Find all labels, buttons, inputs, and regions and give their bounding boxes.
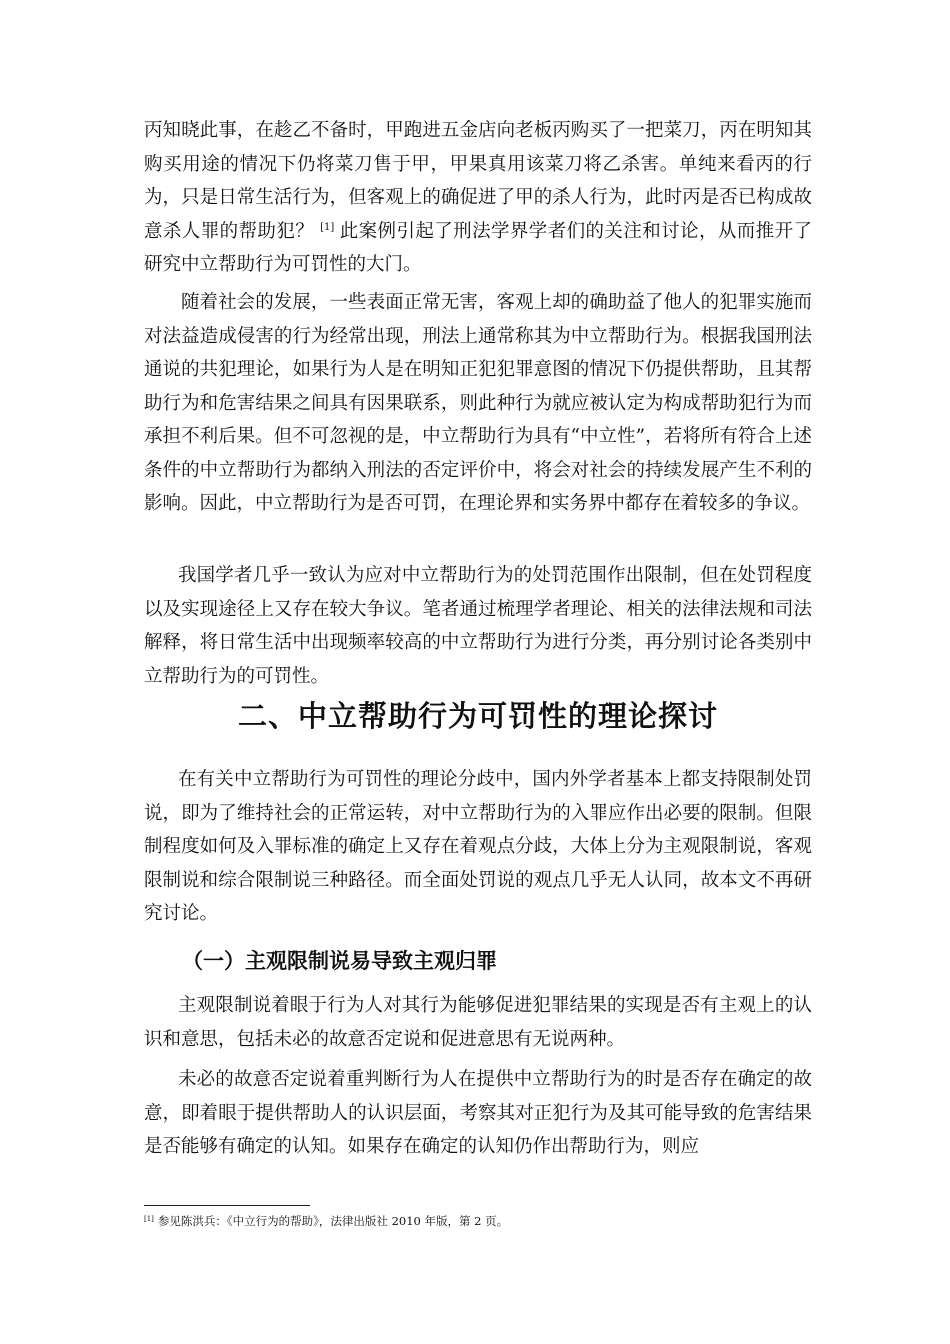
footnote [144,1212,508,1230]
body-paragraph-2: 随着社会的发展，一些表面正常无害，客观上却的确助益了他人的犯罪实施而对法益造成侵害的行为经常出现，刑法上通常称其为中立帮助行为。根据我国刑法通说的共犯理论，如果行为人是在明知正犯犯罪意图的情况下仍提供帮助，且其帮助行为和危害结果之间具有因果联系，则此种行为就应被认定为构成帮助犯行为而承担不利后果。但不可忽视的是，中立帮助行为具有“中立性”，若将所有符合上述条件的中立帮助行为都纳入刑法的否定评价中，将会对社会的持续发展产生不利的影响。因此，中立帮助行为是否可罚，在理论界和实务界中都存在着较多的争议。 [144,292,812,514]
body-paragraph-3: 我国学者几乎一致认为应对中立帮助行为的处罚范围作出限制，但在处罚程度以及实现途径上又存在较大争议。笔者通过梳理学者理论、相关的法律法规和司法解释，将日常生活中出现频率较高的中立帮助行为进行分类，再分别讨论各类别中立帮助行为的可罚性。 [144,565,812,687]
footnote-text: 参见陈洪兵：《中立行为的帮助》，法律出版社 2010 年版，第 2 页。 [157,1214,509,1228]
paragraph-1-text-a: 丙知晓此事，在趁乙不备时，甲跑进五金店向老板丙购买了一把菜刀，丙在明知其购买用途的情况下仍将菜刀售于甲，甲果真用该菜刀将乙杀害。单纯来看丙的行为，只是日常生活行为，但客观上的确促进了甲的杀人行为，此时丙是否已构成故意杀人罪的帮助犯？ [144,120,812,242]
footnote-reference-mark[interactable]: [1] [320,221,335,233]
section-heading: 二、中立帮助行为可罚性的理论探讨 [237,699,718,733]
body-paragraph-5: 主观限制说着眼于行为人对其行为能够促进犯罪结果的实现是否有主观上的认识和意思，包括未必的故意否定说和促进意思有无说两种。 [144,995,812,1050]
subsection-heading: （一）主观限制说易导致主观归罪 [182,948,497,973]
body-paragraph-1 [144,114,812,282]
body-paragraph-6: 未必的故意否定说着重判断行为人在提供中立帮助行为的时是否存在确定的故意，即着眼于提供帮助人的认识层面，考察其对正犯行为及其可能导致的危害结果是否能够有确定的认知。如果存在确定的认知仍作出帮助行为，则应 [144,1069,812,1157]
body-paragraph-4: 在有关中立帮助行为可罚性的理论分歧中，国内外学者基本上都支持限制处罚说，即为了维持社会的正常运转，对中立帮助行为的入罪应作出必要的限制。但限制程度如何及入罪标准的确定上又存在着观点分歧，大体上分为主观限制说，客观限制说和综合限制说三种路径。而全面处罚说的观点几乎无人认同，故本文不再研究讨论。 [144,769,812,924]
footnote-mark: [1] [144,1215,154,1223]
footnote-divider [144,1205,310,1206]
paragraph-1-text-b: 此案例引起了刑法学界学者们的关注和讨论，从而推开了研究中立帮助行为可罚性的大门。 [144,220,812,275]
